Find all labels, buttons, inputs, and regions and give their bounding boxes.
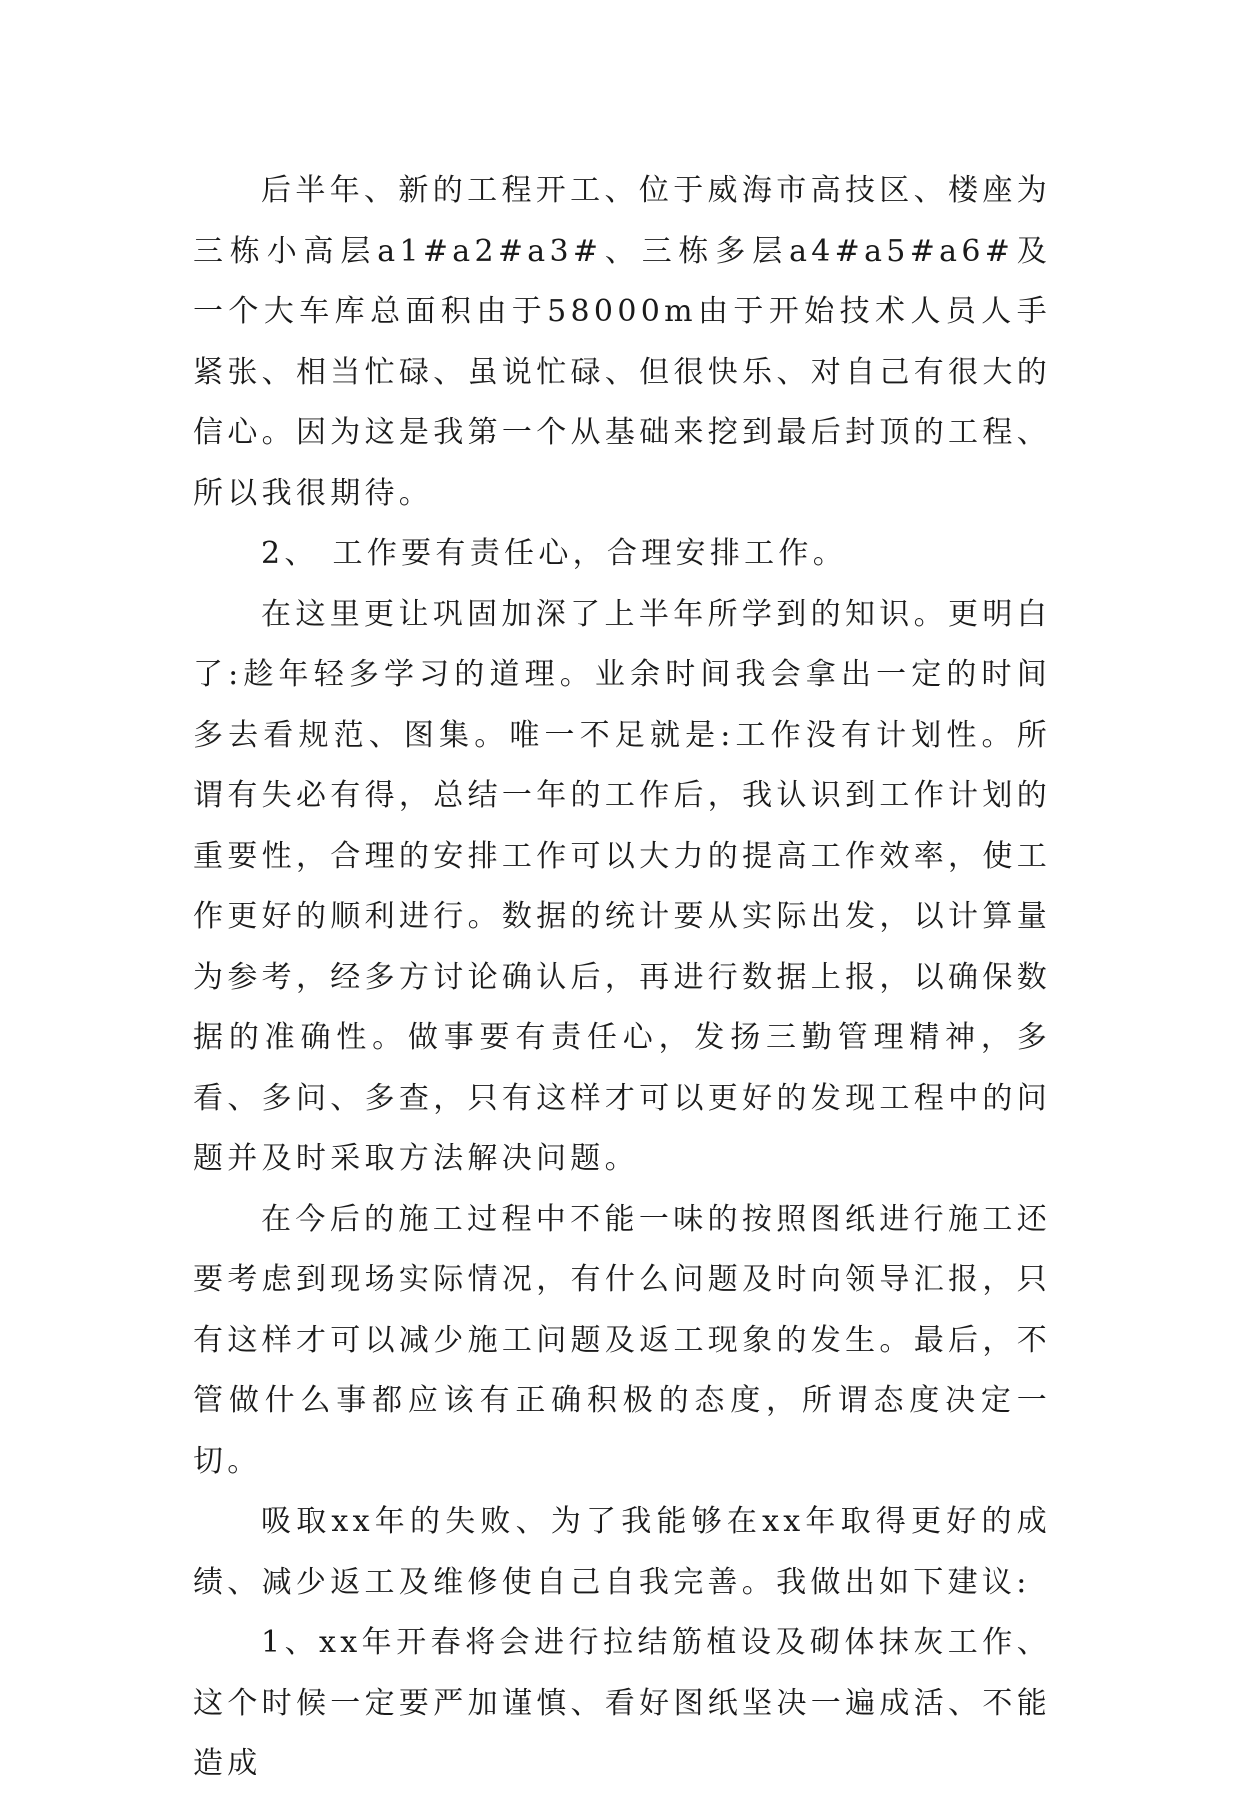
paragraph: 后半年、新的工程开工、位于威海市高技区、楼座为三栋小高层a1#a2#a3#、三栋多层a4#a5#a6#及一个大车库总面积由于58000m由于开始技术人员人手紧张、相当忙碌、虽说忙碌、但很快乐、对自己有很大的信心。因为这是我第一个从基础来挖到最后封顶的工程、所以我很期待。	[193, 173, 1051, 511]
paragraph: 1、xx年开春将会进行拉结筋植设及砌体抹灰工作、这个时候一定要严加谨慎、看好图纸坚决一遍成活、不能造成	[193, 1625, 1051, 1781]
paragraph: 在今后的施工过程中不能一味的按照图纸进行施工还要考虑到现场实际情况，有什么问题及时向领导汇报，只有这样才可以减少施工问题及返工现象的发生。最后，不管做什么事都应该有正确积极的态度，所谓态度决定一切。	[193, 1201, 1051, 1479]
document-body	[193, 161, 1051, 1795]
paragraph: 在这里更让巩固加深了上半年所学到的知识。更明白了:趁年轻多学习的道理。业余时间我会拿出一定的时间多去看规范、图集。唯一不足就是:工作没有计划性。所谓有失必有得，总结一年的工作后，我认识到工作计划的重要性，合理的安排工作可以大力的提高工作效率，使工作更好的顺利进行。数据的统计要从实际出发，以计算量为参考，经多方讨论确认后，再进行数据上报，以确保数据的准确性。做事要有责任心，发扬三勤管理精神，多看、多问、多查，只有这样才可以更好的发现工程中的问题并及时采取方法解决问题。	[193, 596, 1051, 1176]
paragraph-heading: 2、 工作要有责任心，合理安排工作。	[261, 536, 848, 571]
paragraph: 吸取xx年的失败、为了我能够在xx年取得更好的成绩、减少返工及维修使自己自我完善。我做出如下建议:	[193, 1504, 1051, 1600]
